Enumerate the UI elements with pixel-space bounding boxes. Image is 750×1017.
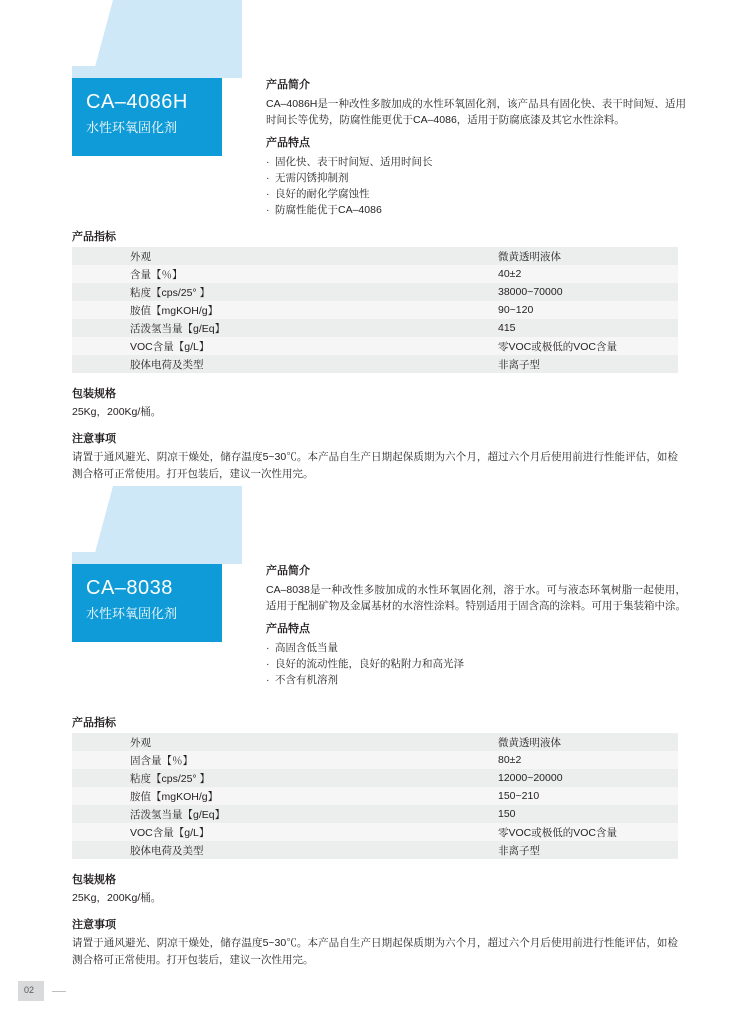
spec-key: 活泼氢当量【g/Eq】 bbox=[72, 319, 430, 337]
features-heading: 产品特点 bbox=[266, 623, 310, 635]
list-item: · 无需闪锈抑制剂 bbox=[266, 170, 686, 186]
spec-table-2 bbox=[72, 733, 678, 859]
spec-value: 非离子型 bbox=[430, 841, 678, 859]
spec-value: 415 bbox=[430, 319, 678, 337]
spec-area-2 bbox=[0, 714, 750, 859]
notice-text: 请置于通风避光、阴凉干燥处，储存温度5~30℃。本产品自生产日期起保质期为六个月，超过六个月后使用前进行性能评估，如检测合格可正常使用。打开包装后，建议一次性用完。 bbox=[72, 937, 678, 966]
product-name: 水性环氧固化剂 bbox=[86, 606, 178, 621]
product-header-2 bbox=[0, 486, 750, 686]
spec-key: 外观 bbox=[72, 733, 430, 751]
table-row bbox=[72, 337, 678, 355]
table-row bbox=[72, 751, 678, 769]
page-number: 02 bbox=[24, 985, 35, 995]
list-item: · 良好的流动性能，良好的粘附力和高光泽 bbox=[266, 656, 686, 672]
notice-text: 请置于通风避光、阴凉干燥处，储存温度5~30℃。本产品自生产日期起保质期为六个月，超过六个月后使用前进行性能评估，如检测合格可正常使用。打开包装后，建议一次性用完。 bbox=[72, 451, 678, 480]
notice-block-2 bbox=[72, 916, 678, 969]
product-section-2 bbox=[0, 486, 750, 966]
spec-value: 40±2 bbox=[430, 265, 678, 283]
spec-key: 粘度【cps/25° 】 bbox=[72, 283, 430, 301]
intro-heading: 产品简介 bbox=[266, 79, 310, 91]
spec-key: VOC含量【g/L】 bbox=[72, 337, 430, 355]
spec-key: 胺值【mgKOH/g】 bbox=[72, 301, 430, 319]
product-code-badge-2 bbox=[72, 564, 222, 642]
spec-value: 非离子型 bbox=[430, 355, 678, 373]
table-row bbox=[72, 355, 678, 373]
spec-key: 外观 bbox=[72, 247, 430, 265]
product-header-1 bbox=[0, 0, 750, 216]
spec-key: 含量【％】 bbox=[72, 265, 430, 283]
list-item: · 固化快、表干时间短、适用时间长 bbox=[266, 154, 686, 170]
spec-value: 微黄透明液体 bbox=[430, 733, 678, 751]
packaging-text: 25Kg，200Kg/桶。 bbox=[72, 892, 162, 904]
product-intro-2 bbox=[266, 564, 686, 688]
table-row bbox=[72, 265, 678, 283]
table-row bbox=[72, 769, 678, 787]
spec-value: 零VOC或极低的VOC含量 bbox=[430, 823, 678, 841]
table-row bbox=[72, 247, 678, 265]
notice-heading: 注意事项 bbox=[72, 433, 116, 445]
packaging-block-1 bbox=[72, 385, 678, 421]
intro-text: CA–4086H是一种改性多胺加成的水性环氧固化剂，该产品具有固化快、表干时间短、适用时间长等优势，防腐性能更优于CA–4086，适用于防腐底漆及其它水性涂料。 bbox=[266, 98, 686, 126]
spec-key: VOC含量【g/L】 bbox=[72, 823, 430, 841]
packaging-heading: 包装规格 bbox=[72, 388, 116, 400]
footer-divider bbox=[52, 991, 66, 992]
list-item: · 高固含低当量 bbox=[266, 640, 686, 656]
spec-value: 150 bbox=[430, 805, 678, 823]
notice-heading: 注意事项 bbox=[72, 919, 116, 931]
features-list bbox=[266, 640, 686, 688]
features-heading: 产品特点 bbox=[266, 137, 310, 149]
list-item: · 不含有机溶剂 bbox=[266, 672, 686, 688]
spec-area-1 bbox=[0, 228, 750, 373]
spec-value: 零VOC或极低的VOC含量 bbox=[430, 337, 678, 355]
table-row bbox=[72, 319, 678, 337]
table-row bbox=[72, 823, 678, 841]
list-item: · 良好的耐化学腐蚀性 bbox=[266, 186, 686, 202]
spec-value: 12000~20000 bbox=[430, 769, 678, 787]
spec-value: 38000~70000 bbox=[430, 283, 678, 301]
spec-value: 150~210 bbox=[430, 787, 678, 805]
packaging-block-2 bbox=[72, 871, 678, 907]
spec-value: 微黄透明液体 bbox=[430, 247, 678, 265]
packaging-heading: 包装规格 bbox=[72, 874, 116, 886]
spec-heading: 产品指标 bbox=[72, 717, 116, 729]
intro-text: CA–8038是一种改性多胺加成的水性环氧固化剂，溶于水。可与液态环氧树脂一起使用，适用于配制矿物及金属基材的水溶性涂料。特别适用于固含高的涂料。可用于集装箱中涂。 bbox=[266, 584, 686, 612]
table-row bbox=[72, 733, 678, 751]
product-code: CA–4086H bbox=[86, 91, 188, 113]
spec-heading: 产品指标 bbox=[72, 231, 116, 243]
product-code: CA–8038 bbox=[86, 577, 173, 599]
list-item: · 防腐性能优于CA–4086 bbox=[266, 202, 686, 218]
product-section-1 bbox=[0, 0, 750, 480]
spec-key: 活泼氢当量【g/Eq】 bbox=[72, 805, 430, 823]
spec-key: 固含量【％】 bbox=[72, 751, 430, 769]
notice-block-1 bbox=[72, 430, 678, 483]
spec-key: 胶体电荷及类型 bbox=[72, 355, 430, 373]
packaging-text: 25Kg，200Kg/桶。 bbox=[72, 406, 162, 418]
spec-value: 80±2 bbox=[430, 751, 678, 769]
spec-table-1 bbox=[72, 247, 678, 373]
product-code-badge-1 bbox=[72, 78, 222, 156]
product-intro-1 bbox=[266, 78, 686, 218]
table-row bbox=[72, 805, 678, 823]
spec-key: 胶体电荷及美型 bbox=[72, 841, 430, 859]
product-name: 水性环氧固化剂 bbox=[86, 120, 178, 135]
features-list bbox=[266, 154, 686, 218]
spec-key: 粘度【cps/25° 】 bbox=[72, 769, 430, 787]
table-row bbox=[72, 283, 678, 301]
table-row bbox=[72, 301, 678, 319]
page-footer bbox=[0, 981, 750, 1003]
spec-key: 胺值【mgKOH/g】 bbox=[72, 787, 430, 805]
spec-value: 90~120 bbox=[430, 301, 678, 319]
table-row bbox=[72, 787, 678, 805]
table-row bbox=[72, 841, 678, 859]
intro-heading: 产品简介 bbox=[266, 565, 310, 577]
